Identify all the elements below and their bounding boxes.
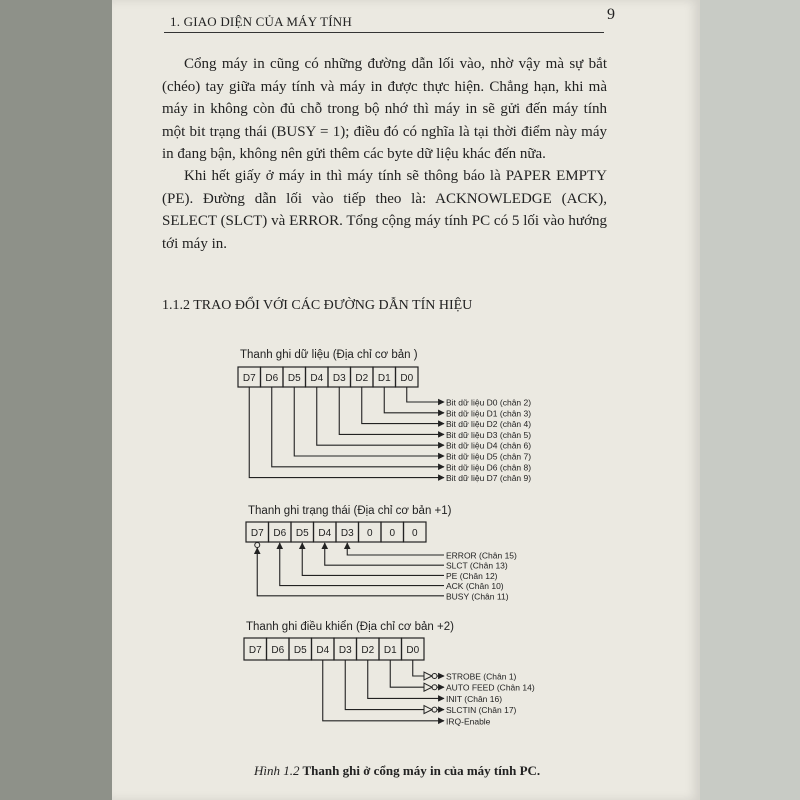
inverter-icon	[424, 683, 432, 691]
data-signal-label: Bit dữ liệu D0 (chân 2)	[446, 397, 532, 408]
status-register-cell-label: 0	[411, 528, 418, 539]
control-register-cell-label: D2	[361, 645, 375, 656]
status-register-cell-label: D6	[273, 528, 287, 539]
control-signal-label: IRQ-Enable	[446, 716, 491, 727]
data-register-cell-label: D0	[400, 373, 414, 384]
caption-label: Hình 1.2	[254, 763, 300, 778]
status-signal-label: ERROR (Chân 15)	[446, 550, 517, 561]
data-signal-label: Bit dữ liệu D3 (chân 5)	[446, 429, 532, 440]
status-bit-arrow	[347, 543, 444, 555]
control-bit-arrow	[368, 660, 444, 698]
data-signal-label: Bit dữ liệu D5 (chân 7)	[446, 451, 532, 462]
status-register-cell-label: 0	[366, 528, 373, 539]
data-signal-label: Bit dữ liệu D4 (chân 6)	[446, 440, 532, 451]
control-register-cell-label: D6	[271, 645, 285, 656]
status-register-cell-label: D3	[340, 528, 354, 539]
page-number: 9	[607, 6, 615, 23]
status-register-cell-label: D7	[250, 528, 264, 539]
control-bit-line	[345, 660, 424, 710]
caption-text: Thanh ghi ở cổng máy in của máy tính PC.	[302, 763, 541, 778]
control-bit-line	[390, 660, 424, 687]
data-signal-label: Bit dữ liệu D7 (chân 9)	[446, 473, 532, 484]
control-signal-label: STROBE (Chân 1)	[446, 671, 517, 682]
invert-bubble	[255, 543, 260, 548]
status-register-title: Thanh ghi trạng thái (Địa chỉ cơ bản +1)	[248, 505, 452, 517]
running-header: 1. GIAO DIỆN CỦA MÁY TÍNH	[170, 14, 352, 29]
data-bit-arrow	[362, 387, 444, 424]
data-signal-label: Bit dữ liệu D6 (chân 8)	[446, 462, 532, 473]
control-register-cell-label: D1	[383, 645, 397, 656]
data-register-cell-label: D3	[332, 373, 346, 384]
inverter-icon	[424, 672, 432, 680]
data-bit-arrow	[249, 387, 444, 478]
control-signal-label: AUTO FEED (Chân 14)	[446, 682, 535, 693]
data-register-cell-label: D5	[287, 373, 301, 384]
control-bit-line	[413, 660, 424, 676]
status-bit-arrow	[302, 543, 444, 575]
data-register-cell-label: D4	[310, 373, 324, 384]
status-register-cell-label: 0	[389, 528, 396, 539]
control-signal-label: SLCTIN (Chân 17)	[446, 705, 517, 716]
status-signal-label: PE (Chân 12)	[446, 570, 498, 581]
paragraph-2: Khi hết giấy ở máy in thì máy tính sẽ thông báo là PAPER EMPTY (PE). Đường dẫn lối vào tiếp theo là: ACKNOWLEDGE (ACK), SELECT (SLCT) và ERROR. Tổng cộng máy tính PC có 5 lối vào hướng tới máy in.	[162, 168, 607, 252]
control-register-cell-label: D7	[248, 645, 262, 656]
data-register-title: Thanh ghi dữ liệu (Địa chỉ cơ bản )	[240, 349, 418, 361]
data-register-cell-label: D6	[265, 373, 279, 384]
data-bit-arrow	[407, 387, 444, 402]
inverter-icon	[424, 706, 432, 714]
control-register-cell-label: D5	[293, 645, 307, 656]
status-signal-label: SLCT (Chân 13)	[446, 560, 508, 571]
status-signal-label: ACK (Chân 10)	[446, 581, 504, 592]
control-register-cell-label: D3	[338, 645, 352, 656]
control-register-cell-label: D0	[406, 645, 420, 656]
control-signal-label: INIT (Chân 16)	[446, 693, 503, 704]
paragraph-1: Cổng máy in cũng có những đường dẫn lối vào, nhờ vậy mà sự bắt (chéo) tay giữa máy tính và máy in được thực hiện. Chẳng hạn, khi mà máy in không còn đủ chỗ trong bộ nhớ thì máy in sẽ gửi đến máy tính một bit trạng thái (BUSY = 1); điều đó có nghĩa là tại thời điểm này máy in đang bận, không nên gửi thêm các byte dữ liệu khác đến nữa.	[162, 56, 607, 162]
data-signal-label: Bit dữ liệu D1 (chân 3)	[446, 408, 532, 419]
data-register-cell-label: D7	[242, 373, 256, 384]
data-register-cell-label: D1	[377, 373, 391, 384]
data-bit-arrow	[317, 387, 444, 445]
section-heading: 1.1.2 TRAO ĐỔI VỚI CÁC ĐƯỜNG DẪN TÍN HIỆU	[162, 298, 473, 313]
data-register-cell-label: D2	[355, 373, 369, 384]
control-register-title: Thanh ghi điều khiển (Địa chỉ cơ bản +2)	[246, 621, 454, 633]
status-register-cell-label: D5	[295, 528, 309, 539]
data-bit-arrow	[384, 387, 444, 413]
status-register-cell-label: D4	[318, 528, 332, 539]
status-bit-arrow	[325, 543, 444, 565]
data-bit-arrow	[272, 387, 444, 467]
control-register-cell-label: D4	[316, 645, 330, 656]
data-signal-label: Bit dữ liệu D2 (chân 4)	[446, 419, 532, 430]
status-signal-label: BUSY (Chân 11)	[446, 591, 509, 602]
status-bit-arrow	[280, 543, 444, 586]
data-bit-arrow	[339, 387, 444, 434]
